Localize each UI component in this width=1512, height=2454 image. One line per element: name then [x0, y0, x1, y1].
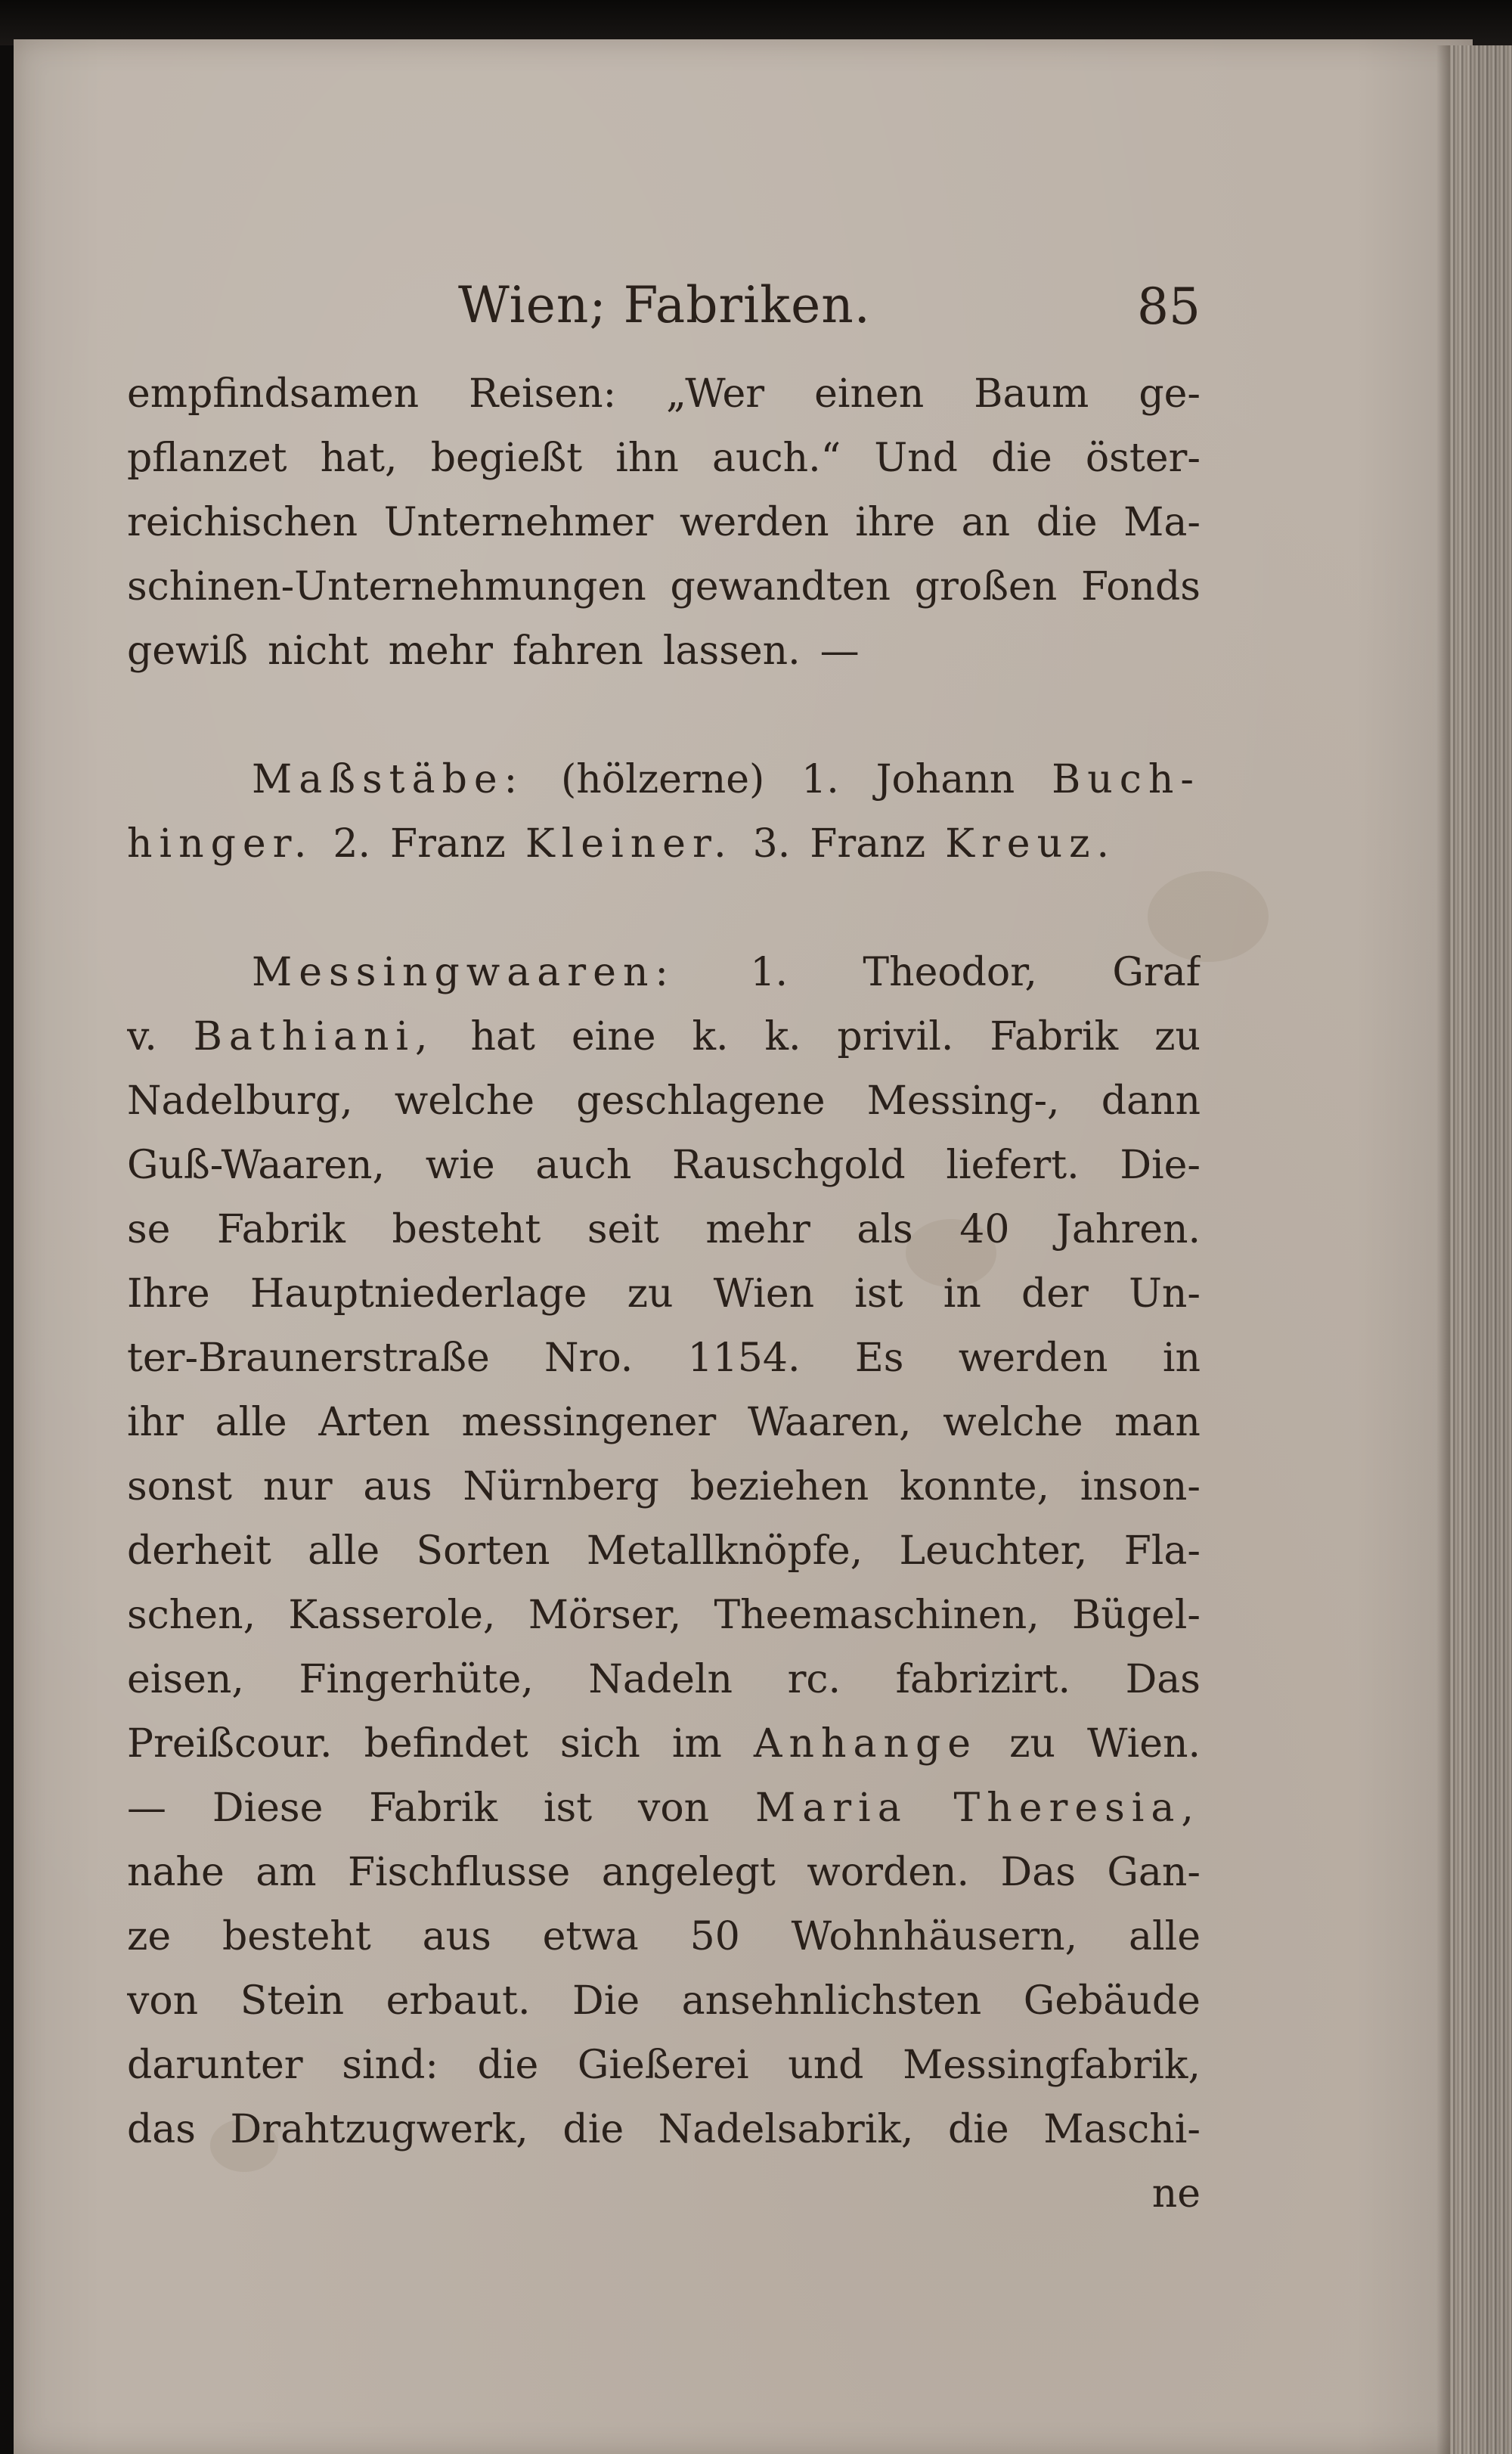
- word: in: [943, 1271, 981, 1317]
- word: Gan-: [1107, 1850, 1201, 1895]
- paragraph: [127, 362, 1201, 684]
- page-gutter-shadow: [1436, 45, 1450, 2454]
- word: Buch-: [1052, 757, 1201, 802]
- text-line: [127, 1969, 1201, 2034]
- word: Waaren,: [747, 1400, 912, 1445]
- word: Maschi-: [1043, 2107, 1201, 2152]
- word: einen: [814, 371, 925, 417]
- text-line: [127, 1134, 1201, 1198]
- text-line: [127, 1712, 1201, 1776]
- word: Sorten: [416, 1528, 550, 1574]
- word: Wien.: [1087, 1721, 1201, 1767]
- word: Mörser,: [528, 1593, 682, 1638]
- word: reichischen: [127, 500, 358, 545]
- word: die: [991, 436, 1052, 481]
- word: Nadelsabrik,: [658, 2107, 914, 2152]
- text-line: [127, 619, 1201, 684]
- word: Stein: [240, 1978, 345, 2024]
- word: gewandten: [670, 564, 891, 610]
- text-line: [127, 1262, 1201, 1326]
- word: Wohnhäusern,: [791, 1914, 1078, 1959]
- word: nicht: [267, 628, 369, 674]
- word: sind:: [342, 2043, 438, 2088]
- word: se: [127, 1207, 171, 1252]
- word: Das: [1000, 1850, 1076, 1895]
- word: begießt: [430, 436, 583, 481]
- word: Johann: [875, 757, 1015, 802]
- word: rc.: [787, 1657, 841, 1702]
- page-header: [127, 276, 1201, 352]
- word: Messing-,: [866, 1078, 1060, 1124]
- word: Kleiner.: [525, 821, 733, 867]
- word: die: [947, 2107, 1009, 2152]
- word: Theodor,: [863, 950, 1037, 995]
- text-line: [127, 362, 1201, 427]
- word: Fla-: [1123, 1528, 1201, 1574]
- word: welche: [394, 1078, 535, 1124]
- paragraph-gap: [127, 876, 1201, 941]
- word: Fabrik: [217, 1207, 345, 1252]
- word: Metallknöpfe,: [586, 1528, 863, 1574]
- text-line: [127, 1905, 1201, 1969]
- word: welche: [943, 1400, 1083, 1445]
- text-line: [127, 1584, 1201, 1648]
- catchword: ne: [1151, 2171, 1201, 2217]
- word: Ma-: [1123, 500, 1201, 545]
- page-number: 85: [1137, 278, 1201, 336]
- word: darunter: [127, 2043, 303, 2088]
- text-line: [127, 1069, 1201, 1134]
- word: privil.: [837, 1014, 954, 1059]
- word: und: [788, 2043, 864, 2088]
- word: als: [857, 1207, 913, 1252]
- word: von: [127, 1978, 199, 2024]
- word: eine: [571, 1014, 656, 1059]
- word: konnte,: [900, 1464, 1050, 1509]
- word: fabrizirt.: [895, 1657, 1070, 1702]
- word: Und: [874, 436, 958, 481]
- word: Gebäude: [1023, 1978, 1201, 2024]
- word: am: [256, 1850, 317, 1895]
- word: ge-: [1139, 371, 1201, 417]
- word: nur: [262, 1464, 333, 1509]
- word: zu: [627, 1271, 674, 1317]
- word: Nadelburg,: [127, 1078, 353, 1124]
- word: Guß-Waaren,: [127, 1143, 386, 1188]
- text-line: [127, 1455, 1201, 1519]
- word: derheit: [127, 1528, 271, 1574]
- word: hat,: [320, 436, 398, 481]
- catchword-row: [127, 2162, 1201, 2226]
- word: auch: [535, 1143, 632, 1188]
- word: zu: [1009, 1721, 1055, 1767]
- word: Hauptniederlage: [249, 1271, 587, 1317]
- word: Fabrik: [990, 1014, 1119, 1059]
- word: Bügel-: [1071, 1593, 1201, 1638]
- word: Arten: [318, 1400, 430, 1445]
- word: aus: [363, 1464, 432, 1509]
- text-line: [127, 1326, 1201, 1391]
- text-line: [127, 2034, 1201, 2098]
- word: erbaut.: [386, 1978, 531, 2024]
- scan-top-border: [0, 0, 1512, 45]
- text-line: [127, 555, 1201, 619]
- word: (hölzerne): [561, 757, 765, 802]
- word: k.: [764, 1014, 801, 1059]
- word: „Wer: [666, 371, 765, 417]
- word: befindet: [364, 1721, 528, 1767]
- word: ansehnlichsten: [681, 1978, 982, 2024]
- word: eisen,: [127, 1657, 244, 1702]
- word: 2.: [333, 821, 370, 867]
- word: nahe: [127, 1850, 225, 1895]
- text-line: [127, 2098, 1201, 2162]
- word: Diese: [212, 1785, 324, 1831]
- text-line: [127, 491, 1201, 555]
- text-line: [127, 1005, 1201, 1069]
- word: Maria: [754, 1785, 908, 1831]
- text-line: [127, 1776, 1201, 1841]
- word: mehr: [705, 1207, 810, 1252]
- word: aus: [422, 1914, 491, 1959]
- word: schen,: [127, 1593, 256, 1638]
- word: gewiß: [127, 628, 248, 674]
- word: v.: [127, 1014, 157, 1059]
- word: 50: [689, 1914, 740, 1959]
- word: Graf: [1112, 950, 1201, 995]
- word: ze: [127, 1914, 172, 1959]
- word: Bathiani,: [193, 1014, 435, 1059]
- word: Franz: [389, 821, 506, 867]
- word: Theemaschinen,: [714, 1593, 1040, 1638]
- word: Un-: [1129, 1271, 1201, 1317]
- paragraph-gap: [127, 684, 1201, 748]
- page-text-block: [127, 276, 1201, 2226]
- word: Die-: [1120, 1143, 1201, 1188]
- word: alle: [215, 1400, 287, 1445]
- word: Leuchter,: [899, 1528, 1088, 1574]
- text-line: [127, 941, 1201, 1005]
- word: ihre: [855, 500, 936, 545]
- word: Wien: [713, 1271, 815, 1317]
- word: —: [820, 628, 860, 674]
- word: 1.: [801, 757, 839, 802]
- word: Theresia,: [953, 1785, 1201, 1831]
- word: worden.: [807, 1850, 970, 1895]
- paragraph: [127, 941, 1201, 2162]
- word: die: [562, 2107, 624, 2152]
- word: sonst: [127, 1464, 233, 1509]
- text-line: [127, 812, 1201, 876]
- body-text: [127, 362, 1201, 2162]
- word: man: [1114, 1400, 1201, 1445]
- word: lassen.: [662, 628, 801, 674]
- word: zu: [1154, 1014, 1201, 1059]
- word: inson-: [1080, 1464, 1201, 1509]
- word: etwa: [542, 1914, 639, 1959]
- word: Es: [854, 1336, 904, 1381]
- word: sich: [559, 1721, 640, 1767]
- word: hat: [470, 1014, 535, 1059]
- word: hinger.: [127, 821, 314, 867]
- word: k.: [692, 1014, 729, 1059]
- word: an: [961, 500, 1011, 545]
- word: Fonds: [1080, 564, 1201, 610]
- word: Nürnberg: [463, 1464, 659, 1509]
- word: Messingfabrik,: [903, 2043, 1201, 2088]
- word: Unternehmer: [383, 500, 654, 545]
- text-line: [127, 748, 1201, 812]
- word: Nro.: [544, 1336, 634, 1381]
- word: beziehen: [689, 1464, 869, 1509]
- word: großen: [914, 564, 1058, 610]
- word: werden: [958, 1336, 1108, 1381]
- word: dann: [1101, 1078, 1201, 1124]
- page-edge-leaves: [1450, 45, 1512, 2454]
- text-line: [127, 1519, 1201, 1584]
- word: im: [671, 1721, 722, 1767]
- word: Franz: [810, 821, 926, 867]
- text-line: [127, 1841, 1201, 1905]
- word: Maßstäbe:: [252, 757, 525, 802]
- text-line: [127, 1648, 1201, 1712]
- text-line: [127, 1391, 1201, 1455]
- word: von: [637, 1785, 710, 1831]
- word: seit: [587, 1207, 659, 1252]
- word: Rauschgold: [672, 1143, 906, 1188]
- word: liefert.: [946, 1143, 1080, 1188]
- word: in: [1162, 1336, 1201, 1381]
- word: 40: [959, 1207, 1010, 1252]
- word: angelegt: [601, 1850, 776, 1895]
- word: 3.: [752, 821, 791, 867]
- word: ihr: [127, 1400, 184, 1445]
- running-head: Wien; Fabriken.: [458, 276, 871, 334]
- word: ist: [854, 1271, 903, 1317]
- text-line: [127, 1198, 1201, 1262]
- word: Fischflusse: [347, 1850, 571, 1895]
- word: ihn: [615, 436, 679, 481]
- word: Reisen:: [469, 371, 617, 417]
- word: geschlagene: [576, 1078, 826, 1124]
- word: Das: [1125, 1657, 1201, 1702]
- word: mehr: [388, 628, 494, 674]
- word: Fingerhüte,: [299, 1657, 534, 1702]
- word: Gießerei: [577, 2043, 749, 2088]
- text-line: [127, 427, 1201, 491]
- word: werden: [679, 500, 829, 545]
- word: öster-: [1085, 436, 1201, 481]
- paragraph: [127, 748, 1201, 876]
- word: empfindsamen: [127, 371, 420, 417]
- word: wie: [425, 1143, 495, 1188]
- word: besteht: [392, 1207, 541, 1252]
- word: die: [477, 2043, 539, 2088]
- word: ist: [543, 1785, 593, 1831]
- word: besteht: [222, 1914, 371, 1959]
- word: die: [1036, 500, 1098, 545]
- word: Kasserole,: [288, 1593, 496, 1638]
- word: —: [127, 1785, 166, 1831]
- word: das: [127, 2107, 196, 2152]
- word: schinen-Unternehmungen: [127, 564, 646, 610]
- word: Messingwaaren:: [252, 950, 675, 995]
- word: Fabrik: [369, 1785, 498, 1831]
- word: Nadeln: [588, 1657, 733, 1702]
- word: der: [1021, 1271, 1089, 1317]
- word: messingener: [461, 1400, 717, 1445]
- word: Ihre: [127, 1271, 210, 1317]
- word: alle: [308, 1528, 380, 1574]
- word: Drahtzugwerk,: [230, 2107, 528, 2152]
- word: alle: [1128, 1914, 1201, 1959]
- word: pflanzet: [127, 436, 287, 481]
- word: Baum: [974, 371, 1089, 417]
- word: Kreuz.: [945, 821, 1116, 867]
- word: ter-Braunerstraße: [127, 1336, 490, 1381]
- word: Jahren.: [1056, 1207, 1201, 1252]
- word: 1154.: [687, 1336, 801, 1381]
- word: 1.: [750, 950, 788, 995]
- word: auch.“: [711, 436, 841, 481]
- word: Die: [572, 1978, 640, 2024]
- word: fahren: [513, 628, 643, 674]
- word: Anhange: [753, 1721, 978, 1767]
- word: Preißcour.: [127, 1721, 333, 1767]
